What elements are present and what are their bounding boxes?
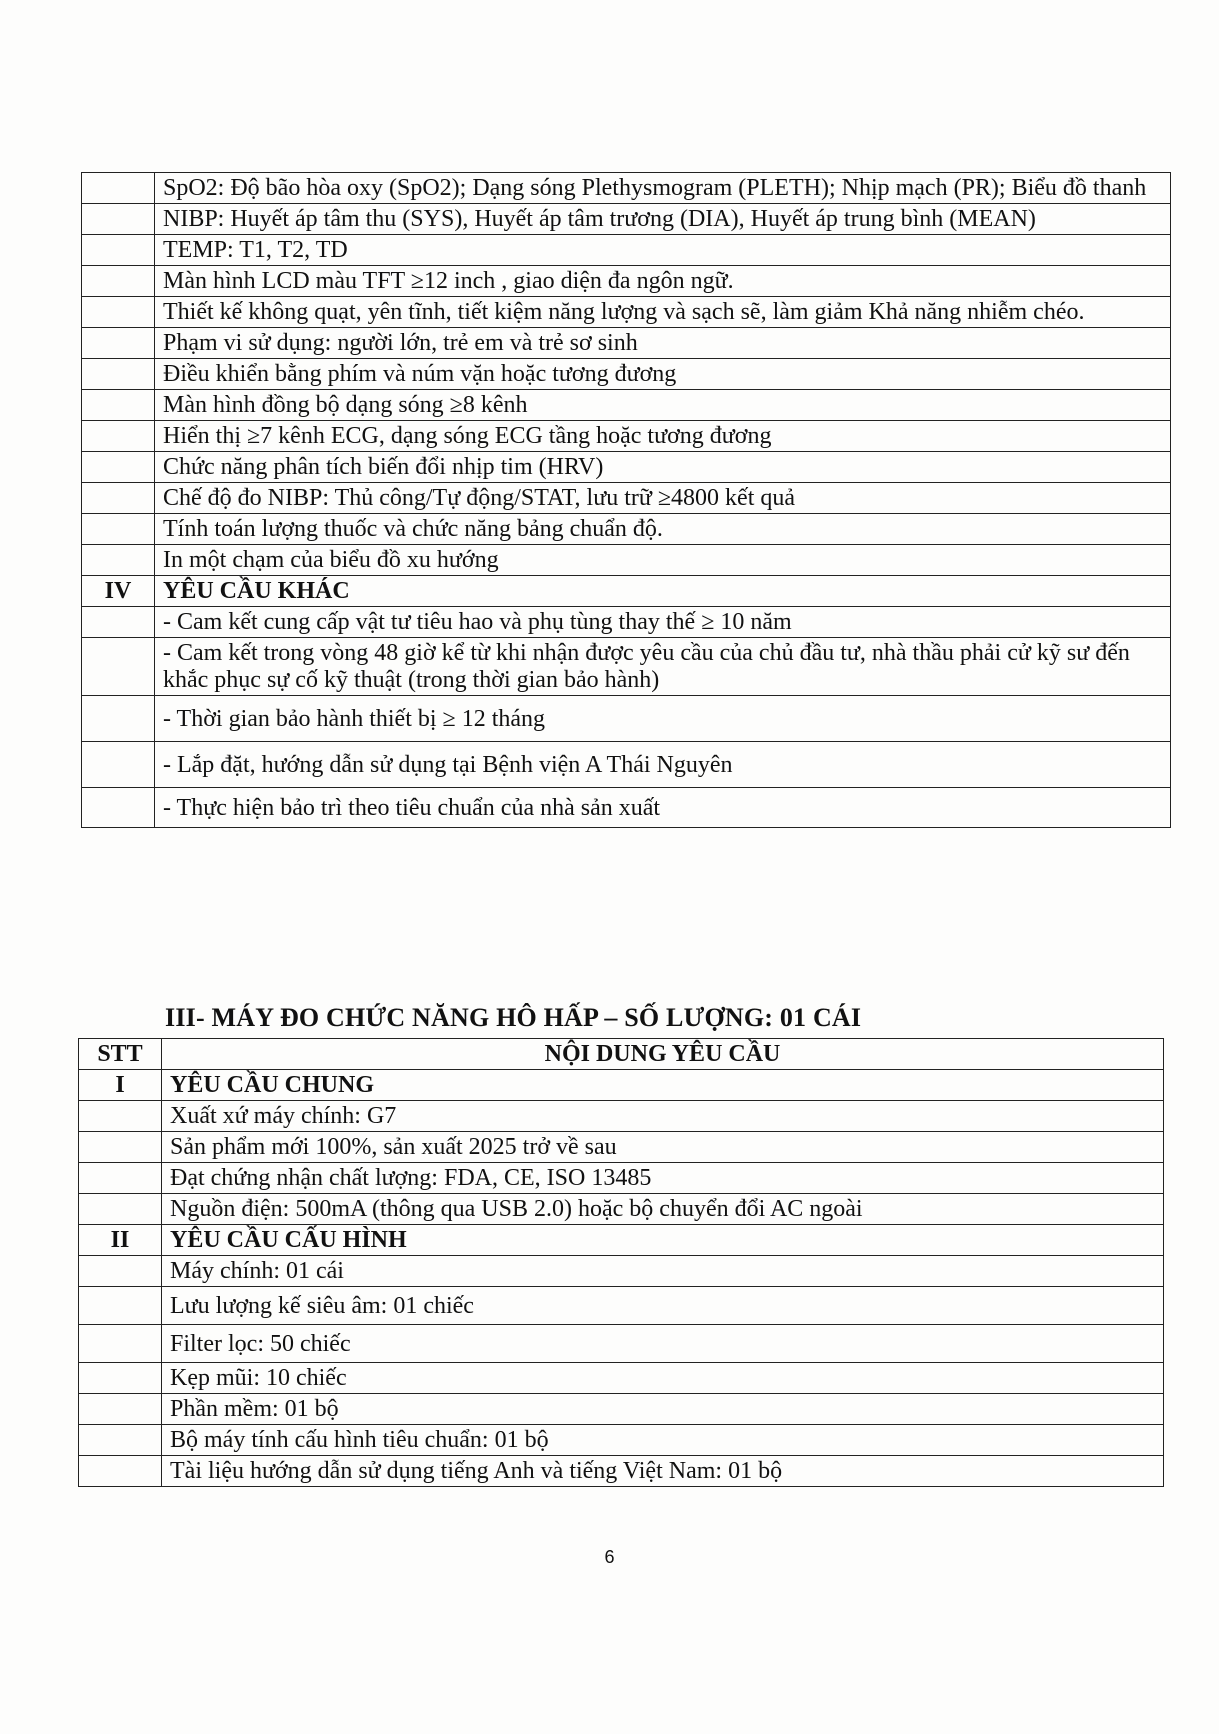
section-heading-row <box>82 576 1171 607</box>
content-cell: Thiết kế không quạt, yên tĩnh, tiết kiệm năng lượng và sạch sẽ, làm giảm Khả năng nhiễm chéo. <box>155 297 1171 328</box>
stt-cell <box>82 235 155 266</box>
content-cell: Chức năng phân tích biến đổi nhịp tim (HRV) <box>155 452 1171 483</box>
table-row <box>82 483 1171 514</box>
stt-cell <box>79 1101 162 1132</box>
stt-cell <box>82 514 155 545</box>
table-row <box>79 1363 1164 1394</box>
table-row <box>79 1194 1164 1225</box>
content-cell: - Thời gian bảo hành thiết bị ≥ 12 tháng <box>155 696 1171 742</box>
table-row <box>82 696 1171 742</box>
content-cell: - Lắp đặt, hướng dẫn sử dụng tại Bệnh viện A Thái Nguyên <box>155 742 1171 788</box>
content-cell: Đạt chứng nhận chất lượng: FDA, CE, ISO 13485 <box>162 1163 1164 1194</box>
table-row <box>79 1394 1164 1425</box>
table-row <box>79 1325 1164 1363</box>
table-row <box>82 607 1171 638</box>
table-row <box>82 514 1171 545</box>
content-cell: NIBP: Huyết áp tâm thu (SYS), Huyết áp tâm trương (DIA), Huyết áp trung bình (MEAN) <box>155 204 1171 235</box>
section-heading-row <box>79 1070 1164 1101</box>
content-cell: - Cam kết cung cấp vật tư tiêu hao và phụ tùng thay thế ≥ 10 năm <box>155 607 1171 638</box>
table-row <box>79 1101 1164 1132</box>
content-cell: TEMP: T1, T2, TD <box>155 235 1171 266</box>
table-row <box>79 1425 1164 1456</box>
content-cell: Màn hình đồng bộ dạng sóng ≥8 kênh <box>155 390 1171 421</box>
stt-cell <box>79 1256 162 1287</box>
content-cell: Điều khiển bằng phím và núm vặn hoặc tương đương <box>155 359 1171 390</box>
stt-cell <box>82 421 155 452</box>
header-stt: STT <box>79 1039 162 1070</box>
stt-cell <box>82 266 155 297</box>
table-row <box>82 266 1171 297</box>
stt-cell <box>79 1287 162 1325</box>
header-content: NỘI DUNG YÊU CẦU <box>162 1039 1164 1070</box>
content-cell: SpO2: Độ bão hòa oxy (SpO2); Dạng sóng Plethysmogram (PLETH); Nhịp mạch (PR); Biểu đồ thanh <box>155 173 1171 204</box>
table-row <box>82 235 1171 266</box>
content-cell: Máy chính: 01 cái <box>162 1256 1164 1287</box>
table-header-row <box>79 1039 1164 1070</box>
content-cell: Tài liệu hướng dẫn sử dụng tiếng Anh và tiếng Việt Nam: 01 bộ <box>162 1456 1164 1487</box>
content-cell: - Thực hiện bảo trì theo tiêu chuẩn của nhà sản xuất <box>155 788 1171 828</box>
table-row <box>82 638 1171 696</box>
table-row <box>79 1287 1164 1325</box>
stt-cell <box>82 204 155 235</box>
table-row <box>79 1456 1164 1487</box>
stt-cell <box>82 452 155 483</box>
stt-cell <box>82 297 155 328</box>
content-cell: Chế độ đo NIBP: Thủ công/Tự động/STAT, lưu trữ ≥4800 kết quả <box>155 483 1171 514</box>
page-number: 6 <box>604 1547 615 1567</box>
content-cell: Bộ máy tính cấu hình tiêu chuẩn: 01 bộ <box>162 1425 1164 1456</box>
content-cell: Xuất xứ máy chính: G7 <box>162 1101 1164 1132</box>
stt-cell <box>82 607 155 638</box>
stt-cell <box>79 1132 162 1163</box>
section-title: III- MÁY ĐO CHỨC NĂNG HÔ HẤP – SỐ LƯỢNG: 01 CÁI <box>165 1003 862 1032</box>
stt-cell <box>82 638 155 696</box>
table-row <box>82 390 1171 421</box>
stt-cell <box>79 1394 162 1425</box>
table-row <box>82 545 1171 576</box>
content-cell: Kẹp mũi: 10 chiếc <box>162 1363 1164 1394</box>
content-cell: Tính toán lượng thuốc và chức năng bảng chuẩn độ. <box>155 514 1171 545</box>
content-cell: Màn hình LCD màu TFT ≥12 inch , giao diện đa ngôn ngữ. <box>155 266 1171 297</box>
stt-cell <box>82 788 155 828</box>
content-cell: Lưu lượng kế siêu âm: 01 chiếc <box>162 1287 1164 1325</box>
stt-cell <box>79 1163 162 1194</box>
table-row <box>82 297 1171 328</box>
table-row <box>79 1256 1164 1287</box>
content-cell: In một chạm của biểu đồ xu hướng <box>155 545 1171 576</box>
stt-cell <box>82 359 155 390</box>
stt-cell <box>82 390 155 421</box>
stt-cell <box>79 1325 162 1363</box>
table-row <box>82 742 1171 788</box>
content-cell: - Cam kết trong vòng 48 giờ kể từ khi nhận được yêu cầu của chủ đầu tư, nhà thầu phải cử kỹ sư đến khắc phục sự cố kỹ thuật (trong thời gian bảo hành) <box>155 638 1171 696</box>
stt-cell <box>82 483 155 514</box>
table-row <box>82 204 1171 235</box>
content-cell: Nguồn điện: 500mA (thông qua USB 2.0) hoặc bộ chuyển đổi AC ngoài <box>162 1194 1164 1225</box>
spec-table-continued <box>81 172 1171 828</box>
stt-cell <box>79 1363 162 1394</box>
table-row <box>82 788 1171 828</box>
table-row <box>82 452 1171 483</box>
section-heading-cell: YÊU CẦU CHUNG <box>162 1070 1164 1101</box>
stt-cell: II <box>79 1225 162 1256</box>
spec-table-respiratory <box>78 1038 1164 1487</box>
content-cell: Phạm vi sử dụng: người lớn, trẻ em và trẻ sơ sinh <box>155 328 1171 359</box>
stt-cell <box>82 742 155 788</box>
table-row <box>79 1132 1164 1163</box>
content-cell: Filter lọc: 50 chiếc <box>162 1325 1164 1363</box>
section-heading-row <box>79 1225 1164 1256</box>
stt-cell <box>82 696 155 742</box>
content-cell: Hiển thị ≥7 kênh ECG, dạng sóng ECG tầng hoặc tương đương <box>155 421 1171 452</box>
table-row <box>82 359 1171 390</box>
stt-cell <box>79 1425 162 1456</box>
stt-cell <box>79 1456 162 1487</box>
stt-cell: IV <box>82 576 155 607</box>
stt-cell <box>82 173 155 204</box>
table-row <box>82 421 1171 452</box>
table-row <box>82 328 1171 359</box>
content-cell: Sản phẩm mới 100%, sản xuất 2025 trở về sau <box>162 1132 1164 1163</box>
stt-cell: I <box>79 1070 162 1101</box>
stt-cell <box>82 328 155 359</box>
stt-cell <box>79 1194 162 1225</box>
table-row <box>79 1163 1164 1194</box>
stt-cell <box>82 545 155 576</box>
section-heading-cell: YÊU CẦU KHÁC <box>155 576 1171 607</box>
table-row <box>82 173 1171 204</box>
section-heading-cell: YÊU CẦU CẤU HÌNH <box>162 1225 1164 1256</box>
content-cell: Phần mềm: 01 bộ <box>162 1394 1164 1425</box>
